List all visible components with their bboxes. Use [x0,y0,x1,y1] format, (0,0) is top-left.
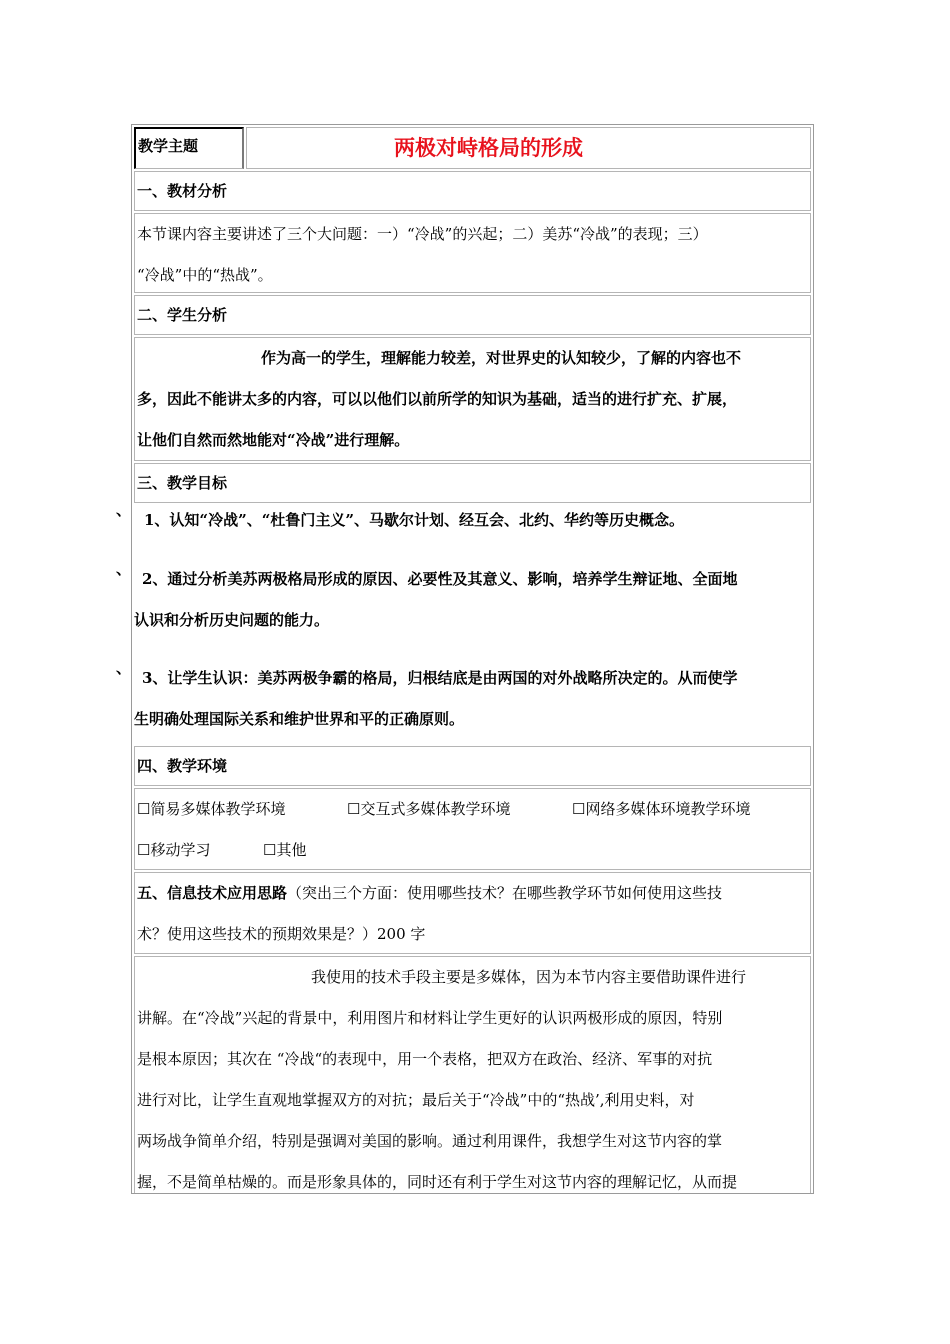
section-body-textbook [134,213,811,293]
checkbox-icon[interactable]: ☐ [572,800,586,818]
section-heading-textbook: 一、教材分析 [134,171,811,211]
environment-options [134,788,811,870]
checkbox-icon[interactable]: ☐ [137,800,151,818]
objective-2: 2、通过分析美苏两极格局形成的原因、必要性及其意义、影响，培养学生辩证地、全面地 认识和分析历史问题的能力。 [134,570,738,629]
option-network-multimedia[interactable]: ☐网络多媒体环境教学环境 [572,800,751,818]
section-heading-objectives: 三、教学目标 [134,463,811,503]
paragraph-line: 让他们自然而然地能对“冷战”进行理解。 [137,431,410,449]
paragraph-line: 两场战争简单介绍，特别是强调对美国的影响。通过利用课件，我想学生对这节内容的掌 [137,1132,723,1150]
checkbox-icon[interactable]: ☐ [137,841,151,859]
paragraph-line: 作为高一的学生，理解能力较差，对世界史的认知较少，了解的内容也不 [261,349,742,367]
objective-marker: 、 [116,659,132,677]
paragraph-line: 进行对比，让学生直观地掌握双方的对抗；最后关于“冷战”中的“热战’,利用史料，对 [137,1091,695,1109]
topic-title: 两极对峙格局的形成 [246,127,811,169]
paragraph-line: 是根本原因；其次在 “冷战“的表现中，用一个表格，把双方在政治、经济、军事的对抗 [137,1050,713,1068]
objective-marker: 、 [116,560,132,578]
objective-3: 3、让学生认识：美苏两极争霸的格局，归根结底是由两国的对外战略所决定的。从而使学 生明确处理国际关系和维护世界和平的正确原则。 [134,669,738,728]
paragraph-line: 多，因此不能讲太多的内容，可以以他们以前所学的知识为基础，适当的进行扩充、扩展， [137,390,738,408]
paragraph-line: 讲解。在“冷战”兴起的背景中，利用图片和材料让学生更好的认识两极形成的原因，特别 [137,1009,723,1027]
option-interactive-multimedia[interactable]: ☐交互式多媒体教学环境 [347,800,511,818]
paragraph-line: “冷战”中的“热战”。 [137,266,273,284]
section-body-students [134,337,811,461]
option-mobile-learning[interactable]: ☐移动学习 [137,841,211,859]
section-heading-students: 二、学生分析 [134,295,811,335]
objective-1: 1、认知“冷战”、“杜鲁门主义”、马歇尔计划、经互会、北约、华约等历史概念。 [144,511,684,529]
section-body-it-application [134,956,811,1194]
paragraph-line: 我使用的技术手段主要是多媒体，因为本节内容主要借助课件进行 [311,968,747,986]
topic-label: 教学主题 [134,127,244,169]
paragraph-line: 握，不是简单枯燥的。而是形象具体的，同时还有利于学生对这节内容的理解记忆，从而提 [137,1173,738,1191]
section-heading-it-application: 五、信息技术应用思路（突出三个方面：使用哪些技术？在哪些教学环节如何使用这些技 术？使用这些技术的预期效果是？）200 字 [134,872,811,954]
checkbox-icon[interactable]: ☐ [347,800,361,818]
lesson-plan-table [131,124,814,1194]
option-simple-multimedia[interactable]: ☐简易多媒体教学环境 [137,800,286,818]
objective-marker: 、 [116,501,132,519]
checkbox-icon[interactable]: ☐ [263,841,277,859]
section-heading-environment: 四、教学环境 [134,746,811,786]
option-other[interactable]: ☐其他 [263,841,307,859]
paragraph-line: 本节课内容主要讲述了三个大问题：一）“冷战”的兴起；二）美苏“冷战”的表现；三） [137,225,708,243]
